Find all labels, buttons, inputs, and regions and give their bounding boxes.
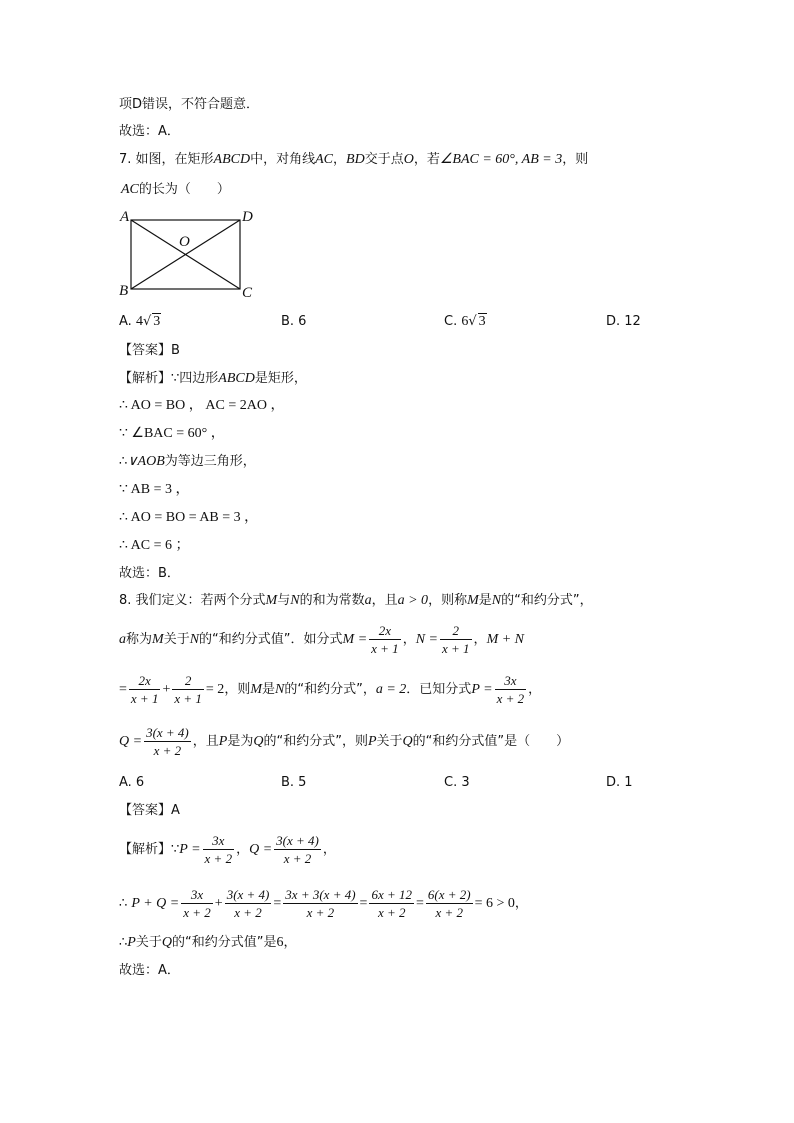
text: 8. 我们定义：若两个分式 bbox=[119, 593, 266, 608]
math: = 6 > 0 bbox=[474, 896, 515, 911]
math: N bbox=[189, 632, 200, 647]
math: P = bbox=[179, 842, 201, 857]
sqrt-icon: √ 3 bbox=[468, 314, 486, 329]
math: N = bbox=[415, 632, 438, 647]
math: M bbox=[152, 632, 164, 647]
denominator: x + 2 bbox=[234, 905, 262, 920]
numerator: 3(x + 4) bbox=[226, 887, 270, 902]
solution-7-line: ∵ AB = 3 ， bbox=[119, 482, 190, 497]
question-7-stem bbox=[119, 151, 588, 169]
numerator: 6(x + 2) bbox=[427, 887, 471, 902]
label-a: A bbox=[120, 209, 130, 225]
fraction bbox=[144, 724, 191, 759]
text: ， bbox=[402, 632, 416, 647]
text: 7. 如图，在矩形 bbox=[119, 152, 214, 167]
text: 的“和约分式”，则 bbox=[263, 734, 368, 749]
denominator: x + 2 bbox=[183, 905, 211, 920]
fraction bbox=[369, 622, 401, 657]
numerator: 6x + 12 bbox=[371, 887, 412, 902]
text: ．已知分式 bbox=[406, 682, 472, 697]
text: ，若 bbox=[413, 152, 440, 167]
math: a bbox=[364, 593, 372, 608]
fraction bbox=[440, 622, 472, 657]
math: ABCD bbox=[213, 152, 251, 167]
option-d: D. 12 bbox=[606, 314, 641, 329]
option-b: B. 6 bbox=[281, 314, 307, 329]
text: 交于点 bbox=[364, 152, 404, 167]
text: ， bbox=[528, 682, 542, 697]
text: ∴ bbox=[119, 896, 128, 911]
fraction bbox=[274, 832, 321, 867]
label-d: D bbox=[242, 209, 253, 225]
text: ， bbox=[236, 842, 250, 857]
math: N bbox=[290, 593, 300, 608]
text: ，则 bbox=[224, 682, 251, 697]
math: a > 0 bbox=[397, 593, 429, 608]
question-7-options bbox=[119, 313, 679, 333]
option-label: C. bbox=[444, 314, 458, 329]
option-c bbox=[444, 313, 487, 331]
text: 为等边三角形， bbox=[164, 454, 256, 469]
fraction bbox=[225, 886, 272, 921]
text: ∴ bbox=[119, 454, 128, 469]
text: ∴ bbox=[119, 935, 128, 950]
rectangle-figure bbox=[116, 204, 261, 300]
text: 的“和约分式值”．如分式 bbox=[199, 632, 343, 647]
math: + bbox=[214, 896, 223, 911]
radicand: 3 bbox=[153, 314, 161, 329]
math: M bbox=[467, 593, 479, 608]
math: BD bbox=[346, 152, 365, 167]
label-c: C bbox=[242, 285, 253, 300]
math: M bbox=[265, 593, 278, 608]
label-o: O bbox=[179, 234, 190, 250]
option-label: A. bbox=[119, 314, 132, 329]
fraction bbox=[181, 886, 213, 921]
numerator: 2 bbox=[440, 622, 472, 640]
answer-8: 【答案】A bbox=[119, 803, 180, 818]
math: ∨AOB bbox=[127, 454, 165, 469]
denominator: x + 1 bbox=[130, 691, 159, 706]
math: 6 bbox=[276, 935, 284, 950]
text: ， bbox=[322, 842, 336, 857]
text: 是为 bbox=[227, 734, 254, 749]
math: Q bbox=[161, 935, 172, 950]
text: ， bbox=[514, 896, 528, 911]
solution-7-line: ∴ AO = BO ， AC = 2AO ， bbox=[119, 398, 285, 413]
question-8-stem-line4 bbox=[119, 722, 569, 762]
fraction bbox=[369, 886, 414, 921]
fraction bbox=[172, 672, 204, 707]
text: ， bbox=[473, 632, 487, 647]
denominator: x + 1 bbox=[442, 641, 470, 656]
radicand: 3 bbox=[478, 314, 486, 329]
text: 称为 bbox=[126, 632, 153, 647]
text: ， bbox=[333, 152, 347, 167]
denominator: x + 2 bbox=[496, 691, 525, 706]
math: Q bbox=[402, 734, 413, 749]
question-8-stem-line2 bbox=[119, 620, 524, 660]
label-b: B bbox=[119, 283, 129, 299]
denominator: x + 2 bbox=[306, 905, 335, 920]
option-d: D. 1 bbox=[606, 775, 633, 790]
fraction bbox=[426, 886, 473, 921]
math: Q = bbox=[249, 842, 273, 857]
denominator: x + 2 bbox=[377, 905, 406, 920]
solution-7-line: ∴ AO = BO = AB = 3 ， bbox=[119, 510, 259, 525]
numerator: 3x bbox=[495, 672, 527, 690]
question-8-stem-line3 bbox=[119, 670, 541, 710]
text: ，且 bbox=[371, 593, 398, 608]
denominator: x + 2 bbox=[204, 851, 233, 866]
numerator: 3x + 3(x + 4) bbox=[285, 887, 356, 902]
math: = 2 bbox=[205, 682, 225, 697]
numerator: 2 bbox=[172, 672, 204, 690]
text: 的“和约分式”， bbox=[284, 682, 376, 697]
numerator: 2x bbox=[369, 622, 401, 640]
math: = bbox=[416, 896, 424, 911]
solution-7-line: 故选：B． bbox=[119, 566, 180, 581]
numerator: 3x bbox=[181, 886, 213, 904]
denominator: x + 1 bbox=[371, 641, 399, 656]
math: a = 2 bbox=[375, 682, 407, 697]
denominator: x + 1 bbox=[174, 691, 202, 706]
option-coef: 6 bbox=[461, 314, 469, 329]
text-line: 项D错误，不符合题意． bbox=[119, 97, 260, 112]
denominator: x + 2 bbox=[153, 743, 182, 758]
numerator: 3x bbox=[203, 832, 235, 850]
denominator: x + 2 bbox=[435, 905, 464, 920]
math: = bbox=[273, 896, 282, 911]
math: M bbox=[250, 682, 262, 697]
text: 【解析】∵四边形 bbox=[119, 371, 219, 386]
denominator: x + 2 bbox=[283, 851, 312, 866]
text: 关于 bbox=[163, 632, 190, 647]
text: 的“和约分式值”是 bbox=[171, 935, 277, 950]
question-8-options bbox=[119, 774, 679, 794]
math: AC bbox=[315, 152, 334, 167]
math: = bbox=[359, 896, 368, 911]
text: 的和为常数 bbox=[299, 593, 365, 608]
numerator: 3(x + 4) bbox=[276, 833, 319, 848]
math: Q bbox=[253, 734, 264, 749]
text: 的长为（ ） bbox=[138, 182, 230, 197]
numerator: 2x bbox=[129, 672, 161, 690]
math: O bbox=[403, 152, 414, 167]
math: ABCD bbox=[218, 371, 255, 386]
math: P + Q = bbox=[131, 896, 180, 911]
math: a bbox=[119, 632, 126, 647]
math: N bbox=[275, 682, 285, 697]
text: 是矩形， bbox=[254, 371, 307, 386]
text: 【解析】∵ bbox=[119, 842, 180, 857]
math: P bbox=[218, 734, 228, 749]
text: 的“和约分式值”是（ ） bbox=[412, 734, 570, 749]
solution-8-line: 故选：A． bbox=[119, 963, 180, 978]
text: 中，对角线 bbox=[250, 152, 316, 167]
math: M + N bbox=[486, 632, 525, 647]
text: ，则 bbox=[562, 152, 589, 167]
solution-8-line bbox=[119, 830, 336, 870]
text: 关于 bbox=[135, 935, 162, 950]
fraction bbox=[129, 672, 161, 707]
text-line: 故选：A． bbox=[119, 124, 180, 139]
numerator: 3(x + 4) bbox=[146, 725, 189, 740]
math: N bbox=[491, 593, 502, 608]
text: ，且 bbox=[192, 734, 219, 749]
sqrt-icon: √ 3 bbox=[142, 314, 161, 329]
answer-7: 【答案】B bbox=[119, 343, 180, 358]
solution-7-line bbox=[119, 370, 307, 388]
text: ， bbox=[283, 935, 297, 950]
text: 是 bbox=[262, 682, 276, 697]
math: P = bbox=[471, 682, 493, 697]
option-b: B. 5 bbox=[281, 775, 307, 790]
question-7-stem-cont bbox=[121, 181, 230, 199]
solution-8-line bbox=[119, 934, 296, 952]
option-a bbox=[119, 313, 161, 331]
text: 是 bbox=[478, 593, 492, 608]
math: = bbox=[119, 682, 127, 697]
solution-7-line: ∵ ∠BAC = 60° ， bbox=[119, 426, 225, 441]
solution-8-line bbox=[119, 884, 528, 924]
math: + bbox=[162, 682, 171, 697]
solution-7-line bbox=[119, 453, 256, 471]
fraction bbox=[283, 886, 357, 921]
math: P bbox=[127, 935, 136, 950]
option-a: A. 6 bbox=[119, 775, 145, 790]
text: 的“和约分式”， bbox=[501, 593, 593, 608]
option-c: C. 3 bbox=[444, 775, 470, 790]
math: P bbox=[367, 734, 377, 749]
math: Q = bbox=[119, 734, 143, 749]
math: AC bbox=[121, 182, 139, 197]
math: ∠BAC = 60°, AB = 3 bbox=[439, 152, 563, 167]
text: ，则称 bbox=[428, 593, 468, 608]
solution-7-line: ∴ AC = 6 ； bbox=[119, 538, 190, 553]
fraction bbox=[495, 672, 527, 707]
fraction bbox=[203, 832, 235, 867]
option-coef: 4 bbox=[135, 314, 143, 329]
question-8-stem bbox=[119, 592, 593, 610]
math: M = bbox=[342, 632, 368, 647]
text: 关于 bbox=[376, 734, 403, 749]
text: 与 bbox=[277, 593, 291, 608]
